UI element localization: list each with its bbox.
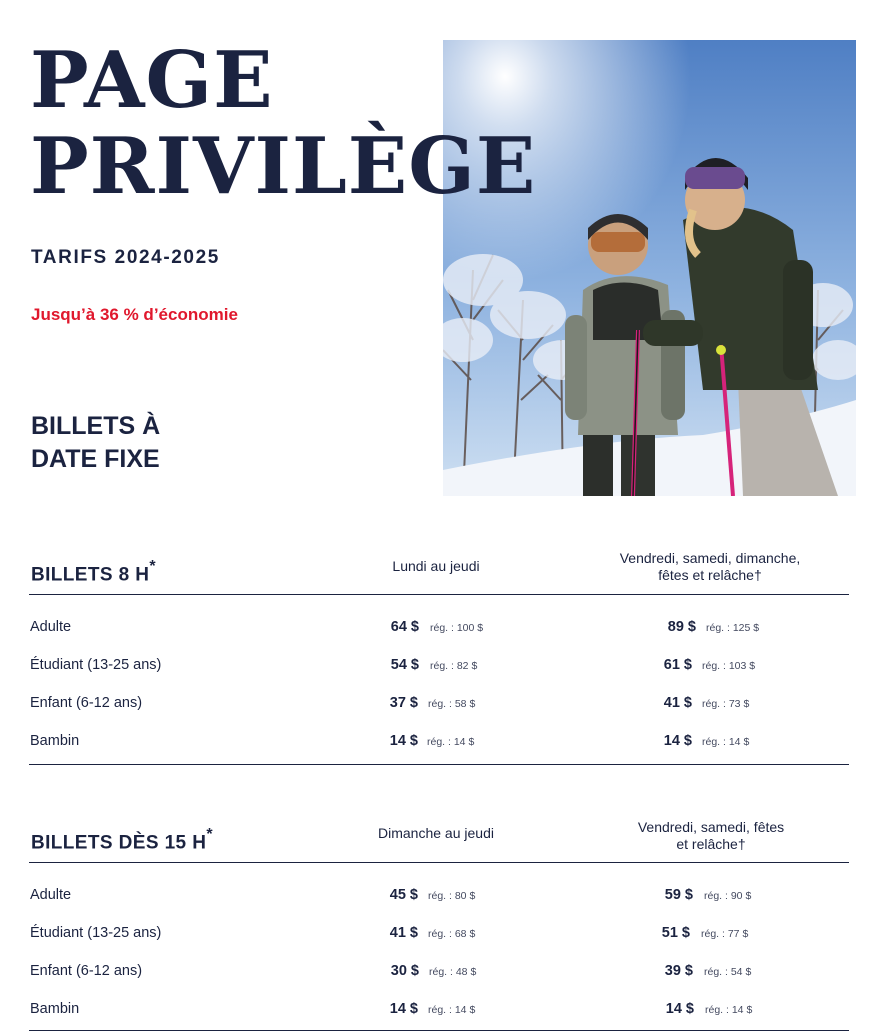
section-title-line1: BILLETS À [31, 412, 161, 440]
price-weekend: 39 $ [664, 963, 693, 979]
table-row [29, 951, 849, 989]
tickets-8h-table [29, 540, 849, 765]
row-label: Étudiant (13-25 ans) [30, 925, 162, 941]
price-weekend: 14 $ [663, 733, 692, 749]
price-weekend: 59 $ [664, 887, 693, 903]
row-label: Étudiant (13-25 ans) [30, 657, 162, 673]
regular-price-weekend: rég. : 77 $ [701, 928, 749, 940]
price-weekday: 30 $ [390, 963, 419, 979]
footnote-mark: * [149, 557, 157, 575]
row-label: Enfant (6-12 ans) [30, 695, 143, 711]
table-row [29, 721, 849, 759]
regular-price-weekday: rég. : 82 $ [430, 660, 478, 672]
table-row [29, 607, 849, 645]
table-body [29, 595, 849, 765]
table-row [29, 913, 849, 951]
page-title [30, 35, 537, 212]
table-title: BILLETS 8 H* [31, 557, 157, 585]
regular-price-weekend: rég. : 54 $ [704, 966, 752, 978]
page-title-line1: PAGE [30, 35, 274, 126]
table-header [29, 540, 849, 595]
regular-price-weekend: rég. : 90 $ [704, 890, 752, 902]
price-weekday: 45 $ [389, 887, 418, 903]
price-weekend: 41 $ [663, 695, 692, 711]
table-row [29, 875, 849, 913]
price-weekend: 61 $ [663, 657, 692, 673]
column-weekend [596, 819, 826, 853]
price-weekday: 41 $ [389, 925, 418, 941]
footnote-mark: * [206, 825, 213, 843]
price-weekend: 14 $ [665, 1001, 694, 1017]
regular-price-weekday: rég. : 58 $ [428, 698, 476, 710]
section-title-line2: DATE FIXE [31, 445, 160, 473]
table-header [29, 808, 849, 863]
column-weekend-line1: Vendredi, samedi, fêtes [637, 819, 785, 835]
table-row [29, 683, 849, 721]
section-title [31, 410, 160, 476]
row-label: Adulte [30, 887, 72, 903]
regular-price-weekday: rég. : 100 $ [430, 622, 484, 634]
price-weekday: 14 $ [389, 1001, 418, 1017]
price-weekday: 54 $ [390, 657, 419, 673]
page-title-line2: PRIVILÈGE [30, 121, 537, 212]
price-weekend: 51 $ [661, 925, 690, 941]
table-row [29, 645, 849, 683]
season-subtitle: TARIFS 2024-2025 [31, 247, 220, 268]
price-weekday: 37 $ [389, 695, 418, 711]
regular-price-weekday: rég. : 14 $ [428, 1004, 476, 1016]
regular-price-weekend: rég. : 73 $ [702, 698, 750, 710]
regular-price-weekday: rég. : 68 $ [428, 928, 476, 940]
tickets-15h-table [29, 808, 849, 1031]
price-weekday: 14 $ [389, 733, 418, 749]
row-label: Adulte [30, 619, 72, 635]
table-row [29, 989, 849, 1027]
column-weekend [580, 550, 840, 584]
column-weekend-line2: fêtes et relâche† [658, 567, 762, 583]
column-weekday: Dimanche au jeudi [378, 825, 494, 841]
regular-price-weekday: rég. : 80 $ [428, 890, 476, 902]
table-body [29, 863, 849, 1031]
column-weekend-line2: et relâche† [676, 836, 746, 852]
row-label: Bambin [30, 733, 80, 749]
regular-price-weekend: rég. : 14 $ [702, 736, 750, 748]
price-weekend: 89 $ [667, 619, 696, 635]
table-title: BILLETS DÈS 15 H* [31, 825, 213, 853]
regular-price-weekend: rég. : 125 $ [706, 622, 760, 634]
row-label: Bambin [30, 1001, 80, 1017]
price-weekday: 64 $ [390, 619, 419, 635]
regular-price-weekend: rég. : 14 $ [705, 1004, 753, 1016]
column-weekday: Lundi au jeudi [392, 558, 480, 574]
regular-price-weekend: rég. : 103 $ [702, 660, 756, 672]
row-label: Enfant (6-12 ans) [30, 963, 143, 979]
savings-text: Jusqu’à 36 % d’économie [31, 305, 238, 324]
column-weekend-line1: Vendredi, samedi, dimanche, [619, 550, 801, 566]
regular-price-weekday: rég. : 14 $ [427, 736, 475, 748]
regular-price-weekday: rég. : 48 $ [429, 966, 477, 978]
